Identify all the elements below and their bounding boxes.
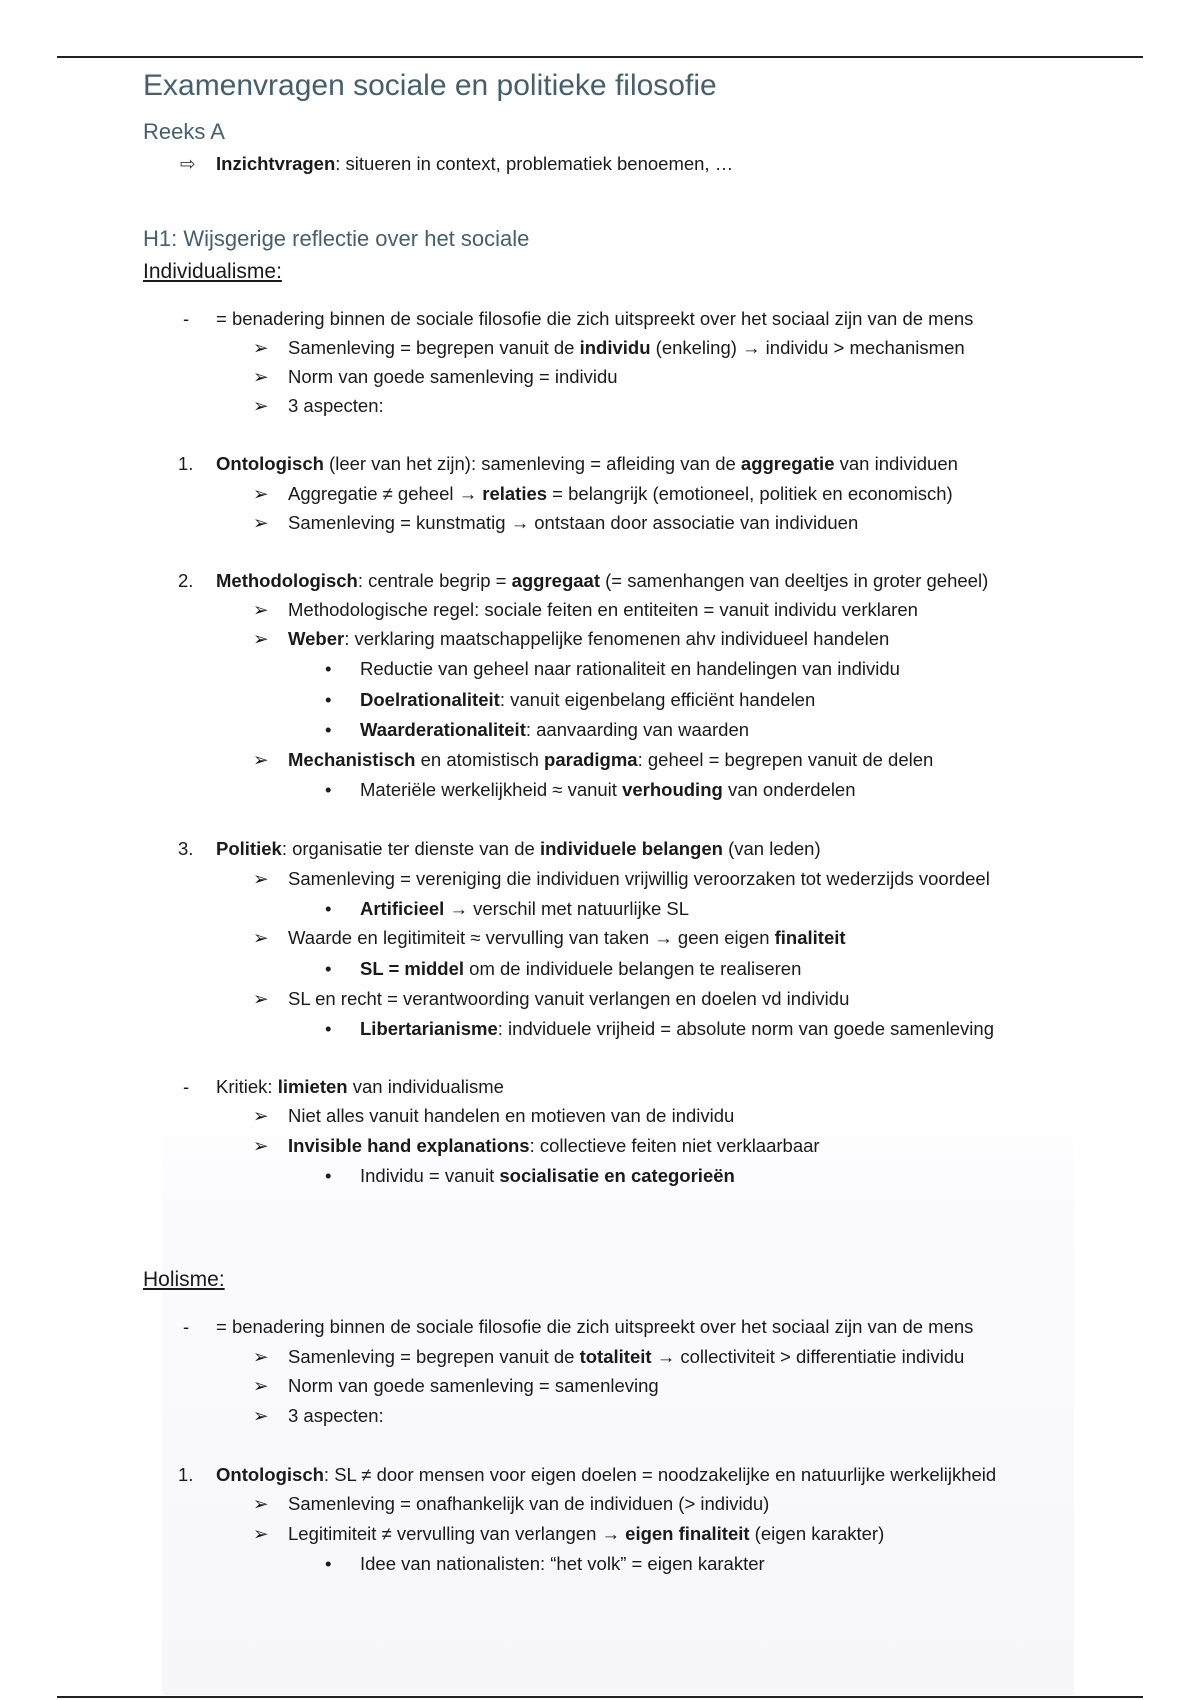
hol-ontological: Ontologisch: SL ≠ door mensen voor eigen doelen = noodzakelijke en natuurlijke werkelijkheid [216, 1464, 997, 1485]
dash-marker: - [183, 1316, 190, 1337]
arrowhead-icon: ➢ [253, 927, 269, 948]
arrowhead-icon: ➢ [253, 1135, 269, 1156]
list-item: Mechanistisch en atomistisch paradigma: geheel = begrepen vanuit de delen [288, 749, 934, 770]
list-item: SL en recht = verantwoording vanuit verlangen en doelen vd individu [288, 988, 850, 1009]
bottom-rule [57, 1696, 1143, 1698]
list-item: Norm van goede samenleving = samenleving [288, 1375, 659, 1396]
arrowhead-icon: ➢ [253, 749, 269, 770]
list-item: Niet alles vanuit handelen en motieven van de individu [288, 1105, 735, 1126]
list-item: Norm van goede samenleving = individu [288, 366, 618, 387]
top-rule [57, 56, 1143, 58]
arrowhead-icon: ➢ [253, 868, 269, 889]
hol-definition: = benadering binnen de sociale filosofie die zich uitspreekt over het sociaal zijn van de mens [216, 1316, 974, 1337]
arrowhead-icon: ➢ [253, 1346, 269, 1367]
arrowhead-icon: ➢ [253, 512, 269, 533]
number-marker: 3. [178, 838, 194, 859]
open-arrow-icon: ⇨ [180, 153, 196, 174]
bullet-marker: • [325, 658, 332, 679]
ind-critique: Kritiek: limieten van individualisme [216, 1076, 504, 1097]
list-item: Artificieel → verschil met natuurlijke SL [360, 898, 690, 919]
arrowhead-icon: ➢ [253, 628, 269, 649]
list-item: Waarderationaliteit: aanvaarding van waarden [360, 719, 750, 740]
arrowhead-icon: ➢ [253, 1405, 269, 1426]
list-item: Individu = vanuit socialisatie en categorieën [360, 1165, 735, 1186]
arrowhead-icon: ➢ [253, 1375, 269, 1396]
ind-political: Politiek: organisatie ter dienste van de individuele belangen (van leden) [216, 838, 821, 859]
dash-marker: - [183, 308, 190, 329]
series-subtitle: Reeks A [143, 119, 225, 144]
section-heading-individualism: Individualisme: [143, 260, 282, 283]
arrowhead-icon: ➢ [253, 1493, 269, 1514]
number-marker: 2. [178, 570, 194, 591]
list-item: Aggregatie ≠ geheel → relaties = belangrijk (emotioneel, politiek en economisch) [288, 483, 953, 504]
arrowhead-icon: ➢ [253, 599, 269, 620]
ind-methodological: Methodologisch: centrale begrip = aggregaat (= samenhangen van deeltjes in groter geheel) [216, 570, 989, 591]
list-item: Methodologische regel: sociale feiten en entiteiten = vanuit individu verklaren [288, 599, 918, 620]
list-item: Libertarianisme: indviduele vrijheid = absolute norm van goede samenleving [360, 1018, 994, 1039]
intro-line: Inzichtvragen: situeren in context, problematiek benoemen, … [216, 153, 734, 174]
number-marker: 1. [178, 1464, 194, 1485]
arrowhead-icon: ➢ [253, 366, 269, 387]
list-item: Invisible hand explanations: collectieve feiten niet verklaarbaar [288, 1135, 820, 1156]
ind-ontological: Ontologisch (leer van het zijn): samenleving = afleiding van de aggregatie van individuen [216, 453, 958, 474]
list-item: Samenleving = vereniging die individuen vrijwillig veroorzaken tot wederzijds voordeel [288, 868, 990, 889]
list-item: Legitimiteit ≠ vervulling van verlangen → eigen finaliteit (eigen karakter) [288, 1523, 885, 1544]
list-item: 3 aspecten: [288, 1405, 384, 1426]
bullet-marker: • [325, 719, 332, 740]
arrowhead-icon: ➢ [253, 988, 269, 1009]
bullet-marker: • [325, 1165, 332, 1186]
arrowhead-icon: ➢ [253, 1523, 269, 1544]
list-item: Samenleving = onafhankelijk van de individuen (> individu) [288, 1493, 770, 1514]
bullet-marker: • [325, 898, 332, 919]
list-item: Doelrationaliteit: vanuit eigenbelang efficiënt handelen [360, 689, 816, 710]
bullet-marker: • [325, 689, 332, 710]
arrowhead-icon: ➢ [253, 395, 269, 416]
list-item: Weber: verklaring maatschappelijke fenomenen ahv individueel handelen [288, 628, 890, 649]
page-title: Examenvragen sociale en politieke filosofie [143, 69, 717, 102]
list-item: Samenleving = begrepen vanuit de totaliteit → collectiviteit > differentiatie individu [288, 1346, 965, 1367]
bullet-marker: • [325, 779, 332, 800]
arrowhead-icon: ➢ [253, 337, 269, 358]
ind-definition: = benadering binnen de sociale filosofie die zich uitspreekt over het sociaal zijn van de mens [216, 308, 974, 329]
list-item: Idee van nationalisten: “het volk” = eigen karakter [360, 1553, 765, 1574]
dash-marker: - [183, 1076, 190, 1097]
list-item: SL = middel om de individuele belangen te realiseren [360, 958, 802, 979]
number-marker: 1. [178, 453, 194, 474]
list-item: Samenleving = begrepen vanuit de individu (enkeling) → individu > mechanismen [288, 337, 965, 358]
list-item: Materiële werkelijkheid ≈ vanuit verhouding van onderdelen [360, 779, 856, 800]
list-item: Samenleving = kunstmatig → ontstaan door associatie van individuen [288, 512, 859, 533]
list-item: Reductie van geheel naar rationaliteit en handelingen van individu [360, 658, 900, 679]
chapter-heading: H1: Wijsgerige reflectie over het sociale [143, 226, 530, 251]
list-item: Waarde en legitimiteit ≈ vervulling van taken → geen eigen finaliteit [288, 927, 846, 948]
bullet-marker: • [325, 1018, 332, 1039]
bullet-marker: • [325, 1553, 332, 1574]
arrowhead-icon: ➢ [253, 1105, 269, 1126]
list-item: 3 aspecten: [288, 395, 384, 416]
arrowhead-icon: ➢ [253, 483, 269, 504]
bullet-marker: • [325, 958, 332, 979]
section-heading-holism: Holisme: [143, 1268, 225, 1291]
